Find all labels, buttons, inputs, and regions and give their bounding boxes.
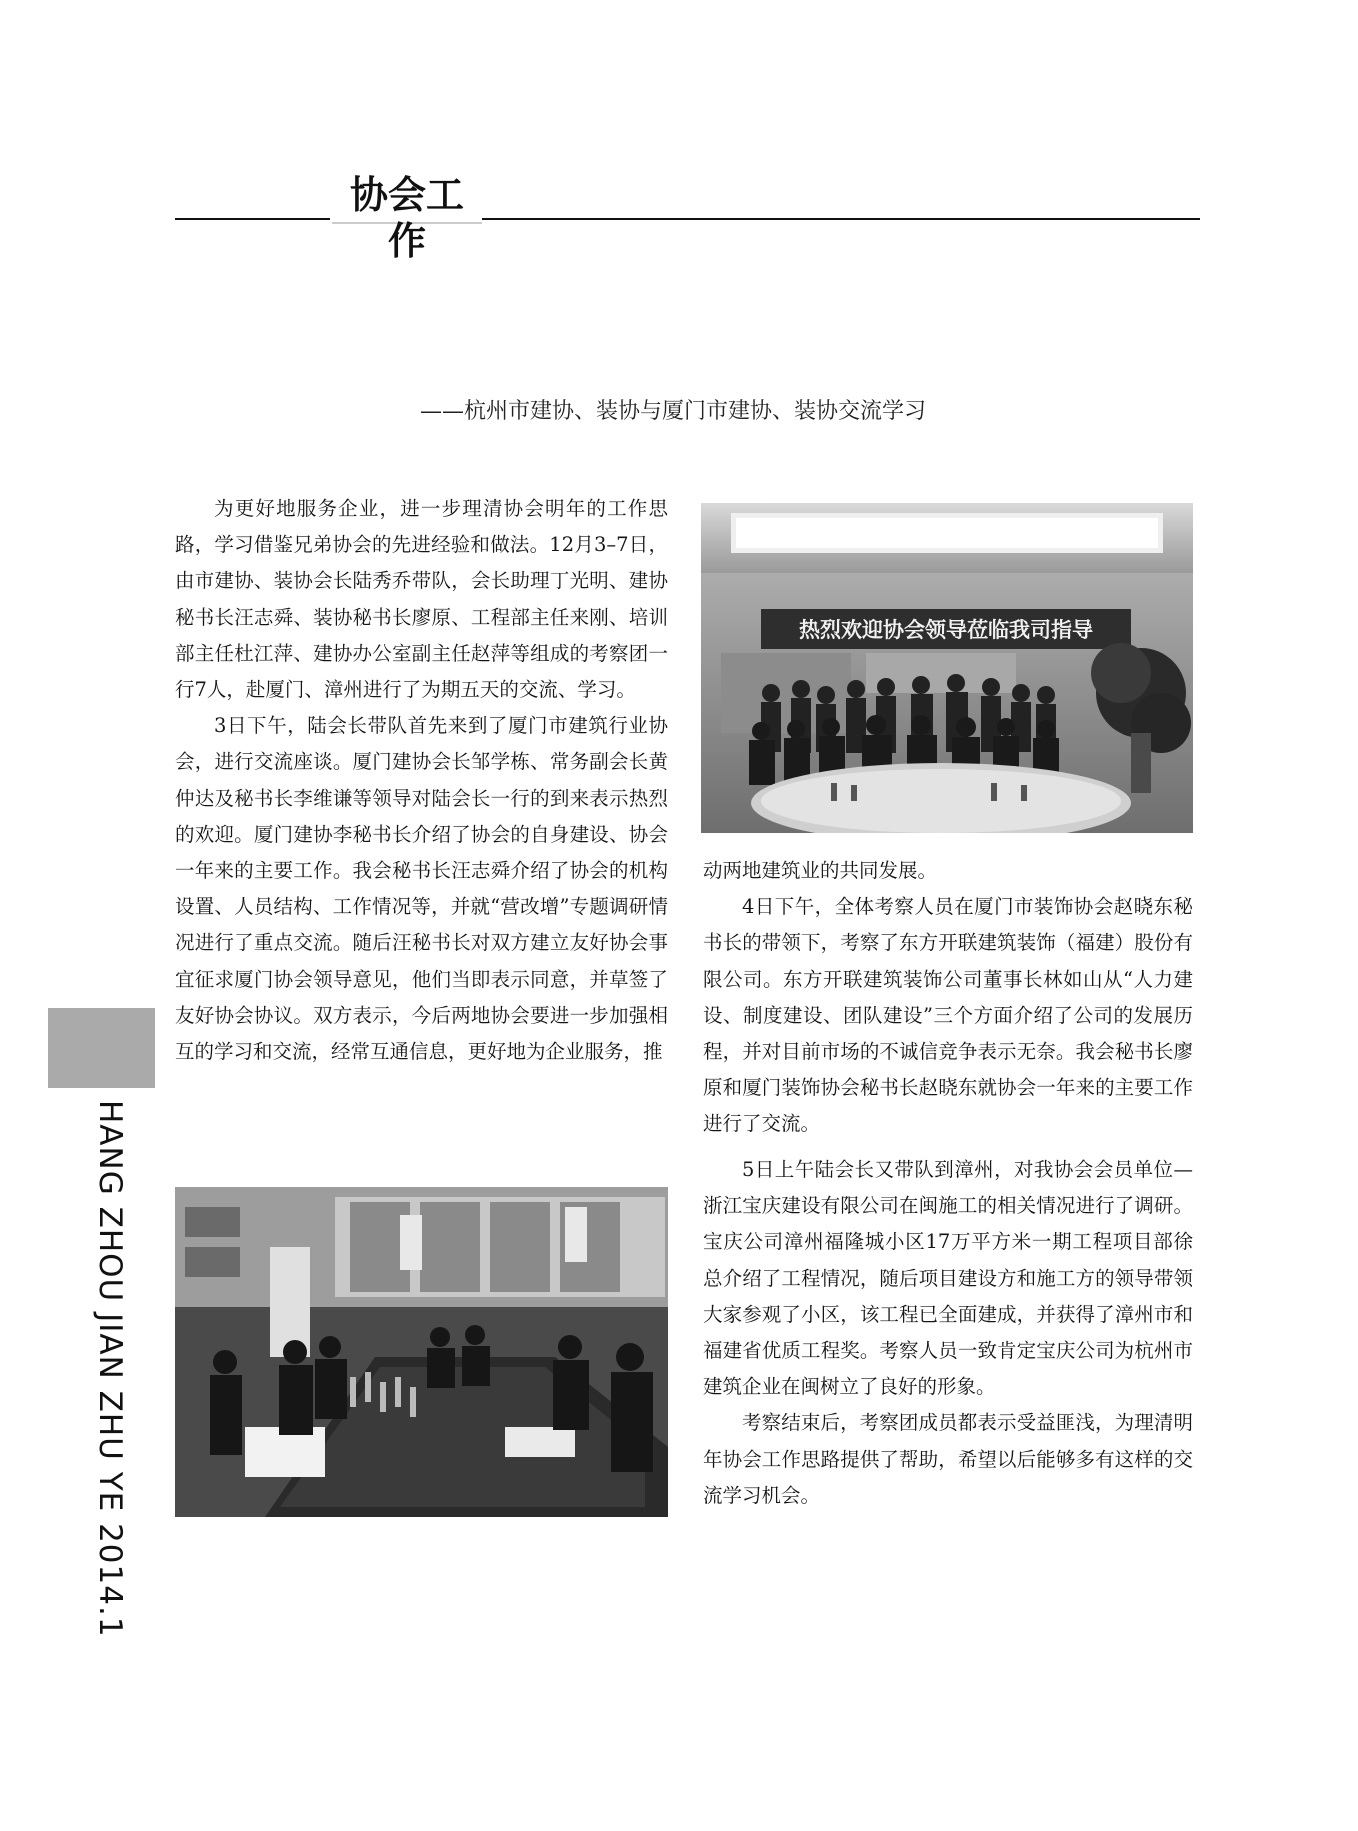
- article-column-right-top: [703, 853, 1193, 1143]
- article-paragraph-2-continued: 动两地建筑业的共同发展。: [703, 859, 938, 882]
- side-gray-block: [48, 1008, 155, 1088]
- banner-text: 热烈欢迎协会领导莅临我司指导: [799, 618, 1093, 642]
- article-column-right-bottom: [703, 1152, 1193, 1514]
- header-rule-left: [175, 218, 330, 220]
- article-paragraph-5: 考察结束后，考察团成员都表示受益匪浅，为理清明年协会工作思路提供了帮助，希望以后能够多有这样的交流学习机会。: [703, 1411, 1193, 1507]
- meeting-photo: [175, 1187, 668, 1517]
- article-paragraph-4: 5日上午陆会长又带队到漳州，对我协会会员单位—浙江宝庆建设有限公司在闽施工的相关情况进行了调研。宝庆公司漳州福隆城小区17万平方米一期工程项目部徐总介绍了工程情况，随后项目建设方和施工方的领导带领大家参观了小区，该工程已全面建成，并获得了漳州市和福建省优质工程奖。考察人员一致肯定宝庆公司为杭州市建筑企业在闽树立了良好的形象。: [703, 1158, 1193, 1399]
- header-rule-right: [482, 218, 1200, 220]
- section-title: 协会工作: [332, 172, 482, 224]
- section-header: [175, 172, 1200, 263]
- article-column-left: [175, 491, 668, 1070]
- article-paragraph-1: 为更好地服务企业，进一步理清协会明年的工作思路，学习借鉴兄弟协会的先进经验和做法。12月3–7日，由市建协、装协会长陆秀乔带队，会长助理丁光明、建协秘书长汪志舜、装协秘书长廖原、工程部主任来刚、培训部主任杜江萍、建协办公室副主任赵萍等组成的考察团一行7人，赴厦门、漳州进行了为期五天的交流、学习。: [175, 497, 668, 702]
- article-paragraph-3: 4日下午，全体考察人员在厦门市装饰协会赵晓东秘书长的带领下，考察了东方开联建筑装饰（福建）股份有限公司。东方开联建筑装饰公司董事长林如山从“人力建设、制度建设、团队建设”三个方面介绍了公司的发展历程，并对目前市场的不诚信竞争表示无奈。我会秘书长廖原和厦门装饰协会秘书长赵晓东就协会一年来的主要工作进行了交流。: [703, 895, 1193, 1136]
- article-paragraph-2: 3日下午，陆会长带队首先来到了厦门市建筑行业协会，进行交流座谈。厦门建协会长邹学栋、常务副会长黄仲达及秘书长李维谦等领导对陆会长一行的到来表示热烈的欢迎。厦门建协李秘书长介绍了协会的自身建设、协会一年来的主要工作。我会秘书长汪志舜介绍了协会的机构设置、人员结构、工作情况等，并就“营改增”专题调研情况进行了重点交流。随后汪秘书长对双方建立友好协会事宜征求厦门协会领导意见，他们当即表示同意，并草签了友好协会协议。双方表示，今后两地协会要进一步加强相互的学习和交流，经常互通信息，更好地为企业服务，推: [175, 714, 668, 1064]
- side-journal-label: HANG ZHOU JIAN ZHU YE 2014.1: [92, 1100, 128, 1638]
- article-subtitle: ——杭州市建协、装协与厦门市建协、装协交流学习: [420, 399, 927, 424]
- group-photo: [701, 503, 1193, 833]
